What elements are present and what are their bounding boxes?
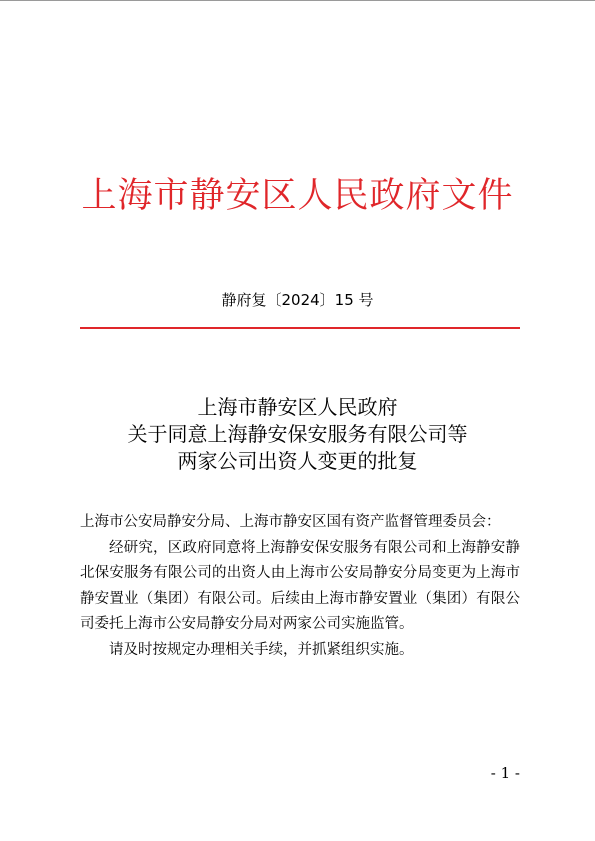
title-line-3: 两家公司出资人变更的批复 (177, 449, 418, 473)
document-body (80, 510, 520, 663)
page-top-border (0, 0, 595, 1)
page-number: - 1 - (490, 764, 520, 782)
document-number: 静府复〔2024〕15 号 (221, 291, 374, 309)
red-divider-line (80, 327, 520, 329)
body-paragraph-2: 请及时按规定办理相关手续，并抓紧组织实施。 (109, 641, 414, 658)
title-line-2: 关于同意上海静安保安服务有限公司等 (127, 422, 468, 446)
document-masthead: 上海市静安区人民政府文件 (81, 176, 514, 216)
title-line-1: 上海市静安区人民政府 (197, 395, 398, 419)
document-title (0, 394, 595, 475)
salutation: 上海市公安局静安分局、上海市静安区国有资产监督管理委员会： (80, 514, 501, 530)
body-paragraph-1: 经研究，区政府同意将上海静安保安服务有限公司和上海静安静北保安服务有限公司的出资人由上海市公安局静安分局变更为上海市静安置业（集团）有限公司。后续由上海市静安置业（集团）有限公司委托上海市公安局静安分局对两家公司实施监管。 (80, 539, 520, 632)
